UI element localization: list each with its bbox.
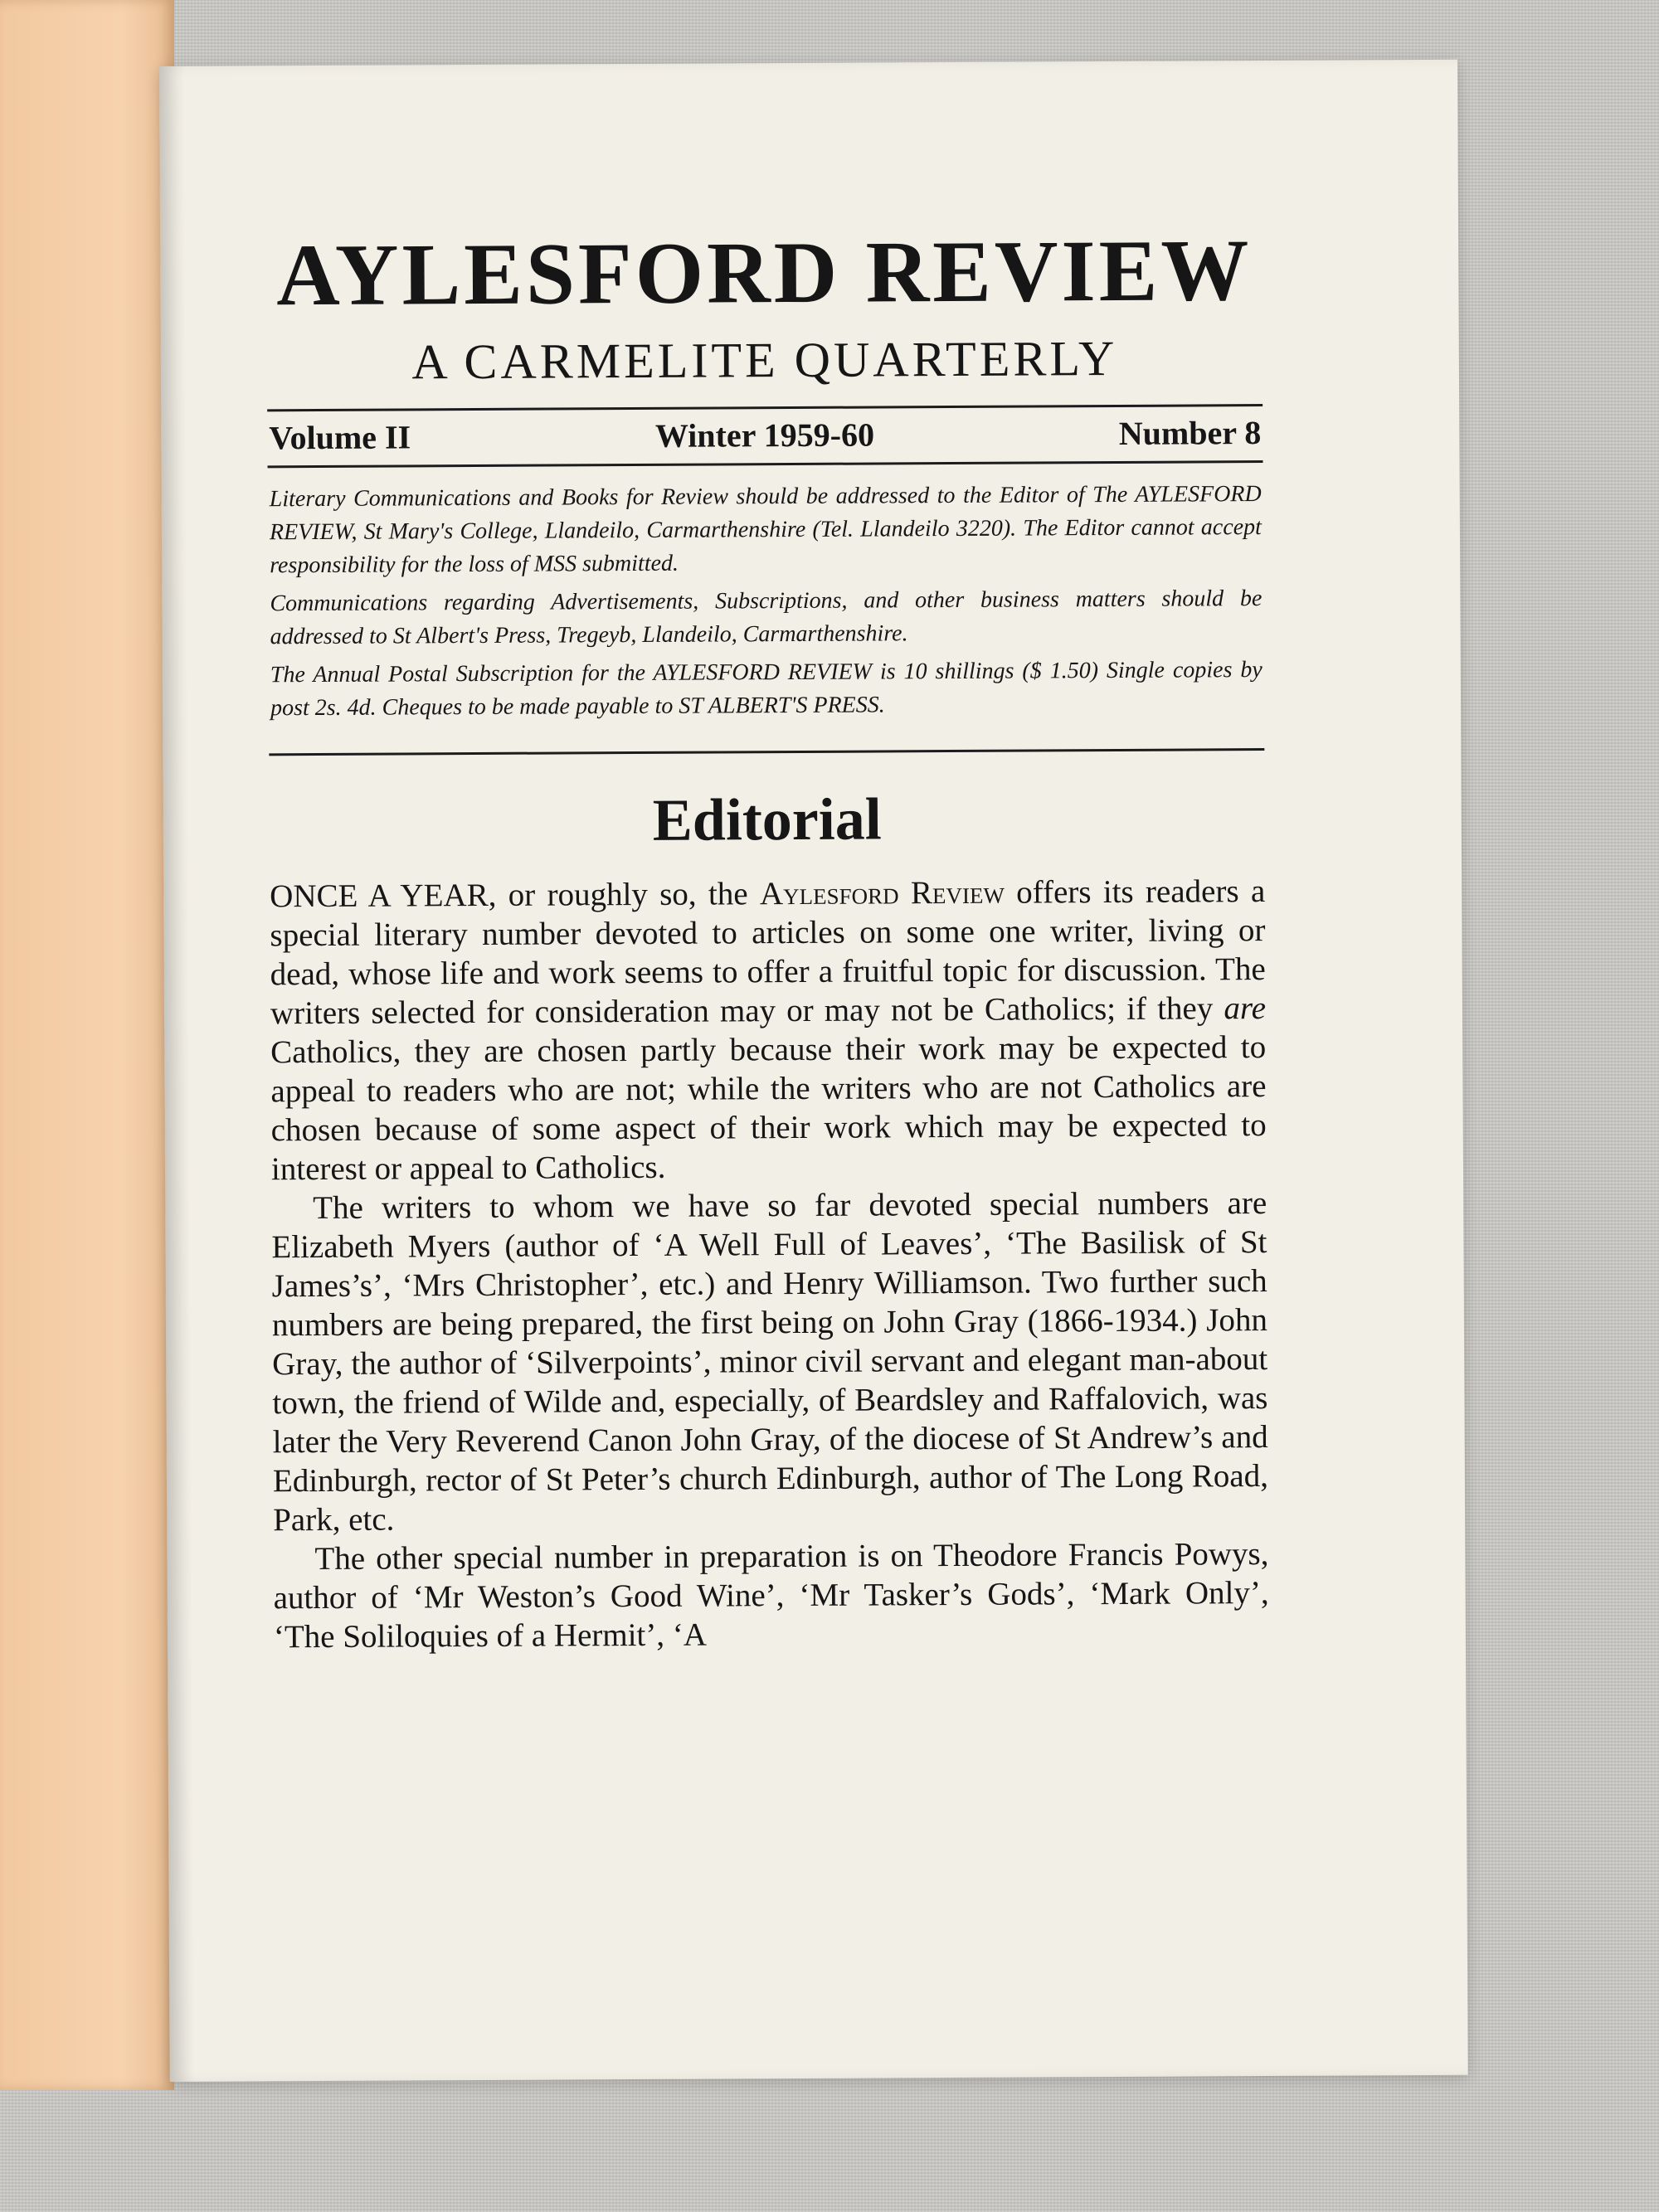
editorial-body [270,872,1269,1656]
issue-info-bar [267,406,1262,465]
journal-page [159,60,1468,2082]
notice-literary: Literary Communications and Books for Review should be addressed to the Editor of The AYLESFORD REVIEW, St Mary's College, Llandeilo, Carmarthenshire (Tel. Llandeilo 3220). The Editor cannot accept responsibility for the loss of MSS submitted. [269,481,1262,579]
p1-text-a: offers its readers a special literary number devoted to articles on some one writer, living or dead, whose life and work seems to offer a fruitful topic for discussion. The writers selected for consideration may or may not be Catholics; if they [270,873,1266,1032]
p1-text-b: Catholics, they are chosen partly because their work may be expected to appeal to readers who are not; while the writers who are not Catholics are chosen because of some aspect of their work which may be expected to interest or appeal to Catholics. [270,1029,1267,1188]
editorial-paragraph-2: The writers to whom we have so far devoted special numbers are Elizabeth Myers (author of ‘A Well Full of Leaves’, ‘The Basilisk of St James’s’, ‘Mrs Christopher’, etc.) and Henry Williamson. Two further such numbers are being prepared, the first being on John Gray (1866-1934.) John Gray, the author of ‘Silverpoints’, minor civil servant and elegant man-about town, the friend of Wilde and, especially, of Beardsley and Raffalovich, was later the Very Reverend Canon John Gray, of the diocese of St Andrew’s and Edinburgh, rector of St Peter’s church Edinburgh, author of The Long Road, Park, etc. [271,1185,1269,1539]
p1-opening: ONCE A YEAR, or roughly so, the [270,876,748,915]
number-label: Number 8 [1118,414,1262,452]
review-name: Aylesford Review [759,874,1005,912]
journal-title: AYLESFORD REVIEW [275,221,1253,324]
volume-label: Volume II [269,418,411,457]
page-content [266,221,1269,1656]
publication-notices [268,463,1265,738]
editorial-paragraph-1 [270,872,1267,1189]
booklet-cover-edge [0,0,174,2090]
editorial-paragraph-3: The other special number in preparation is on Theodore Francis Powys, author of ‘Mr Weston’s Good Wine’, ‘Mr Tasker’s Gods’, ‘Mark Only’, ‘The Soliloquies of a Hermit’, ‘A [273,1536,1269,1655]
notice-subscription: The Annual Postal Subscription for the AYLESFORD REVIEW is 10 shillings ($ 1.50) Single copies by post 2s. 4d. Cheques to be made payable to ST ALBERT'S PRESS. [270,657,1262,722]
season-label: Winter 1959-60 [654,416,875,455]
journal-subtitle: A CARMELITE QUARTERLY [411,330,1118,390]
notice-business: Communications regarding Advertisements, Subscriptions, and other business matters should be addressed to St Albert's Press, Tregeyb, Llandeilo, Carmarthenshire. [270,586,1262,650]
p1-emphasis: are [1224,990,1267,1027]
editorial-heading: Editorial [652,785,882,853]
notices-rule [269,748,1264,756]
